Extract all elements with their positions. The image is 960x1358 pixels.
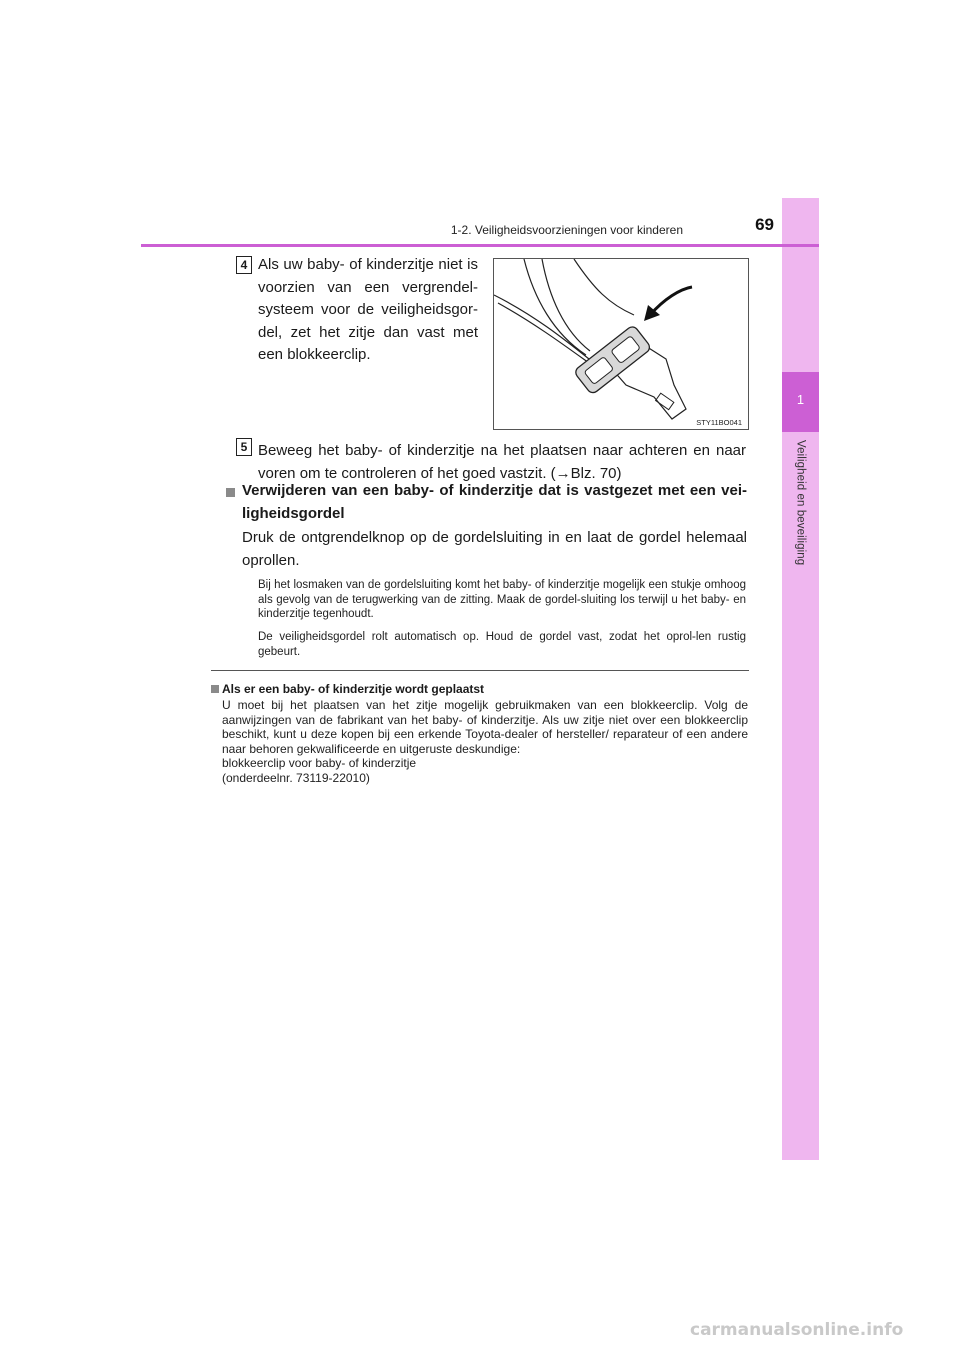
removal-heading: Verwijderen van een baby- of kinderzitje dat is vastgezet met een vei-ligheidsgordel <box>242 482 747 522</box>
watermark: carmanualsonline.info <box>690 1320 904 1340</box>
step-4-text: Als uw baby- of kinderzitje niet is voorzien van een vergrendel-systeem voor de veiligheidsgor-del, zet het zitje dan vast met een blokkeerclip. <box>258 256 478 363</box>
info-bullet-icon <box>211 685 219 693</box>
header-rule <box>141 244 819 247</box>
step-badge-4: 4 <box>236 256 252 274</box>
info-heading: Als er een baby- of kinderzitje wordt geplaatst <box>222 682 485 696</box>
info-paragraph: U moet bij het plaatsen van het zitje mogelijk gebruikmaken van een blokkeerclip. Volg de aanwijzingen van de fabrikant van het baby- of kinderzitje. Als uw zitje niet over een blokkeerclip beschikt, kunt u deze kopen bij een erkende Toyota-dealer of hersteller/ reparateur of een andere naar behoren gekwalificeerde en uitgeruste deskundige: <box>222 698 748 756</box>
chapter-label[interactable] <box>782 440 819 580</box>
section-bullet-icon <box>226 488 235 497</box>
seatbelt-clip-illustration <box>494 259 748 429</box>
section-title: 1-2. Veiligheidsvoorzieningen voor kinderen <box>450 223 683 237</box>
chapter-number: 1 <box>796 392 805 407</box>
removal-note-2: De veiligheidsgordel rolt automatisch op. Houd de gordel vast, zodat het oprol-len rustig gebeurt. <box>258 631 746 658</box>
figure-code: STY11BO041 <box>696 418 742 427</box>
chapter-side-tab <box>782 198 819 1160</box>
info-line-item: blokkeerclip voor baby- of kinderzitje <box>222 756 417 770</box>
info-part-number: (onderdeelnr. 73119-22010) <box>222 770 370 785</box>
step-5-text: Beweeg het baby- of kinderzitje na het plaatsen naar achteren en naar voren om te controleren of het goed vastzit. (→Blz. 70) <box>258 442 746 482</box>
belt-locking-clip-figure <box>493 258 749 430</box>
info-divider <box>211 670 749 671</box>
chapter-label-text: Veiligheid en beveiliging <box>794 440 807 566</box>
step-badge-5: 5 <box>236 438 252 456</box>
removal-note-1: Bij het losmaken van de gordelsluiting komt het baby- of kinderzitje mogelijk een stukje omhoog als gevolg van de terugwerking van de zitting. Maak de gordel-sluiting los terwijl u het baby- en kinderzitje tegenhoudt. <box>258 579 746 620</box>
page-number: 69 <box>755 215 774 234</box>
info-body <box>222 698 748 785</box>
removal-body: Druk de ontgrendelknop op de gordelsluiting in en laat de gordel helemaal oprollen. <box>242 529 747 569</box>
